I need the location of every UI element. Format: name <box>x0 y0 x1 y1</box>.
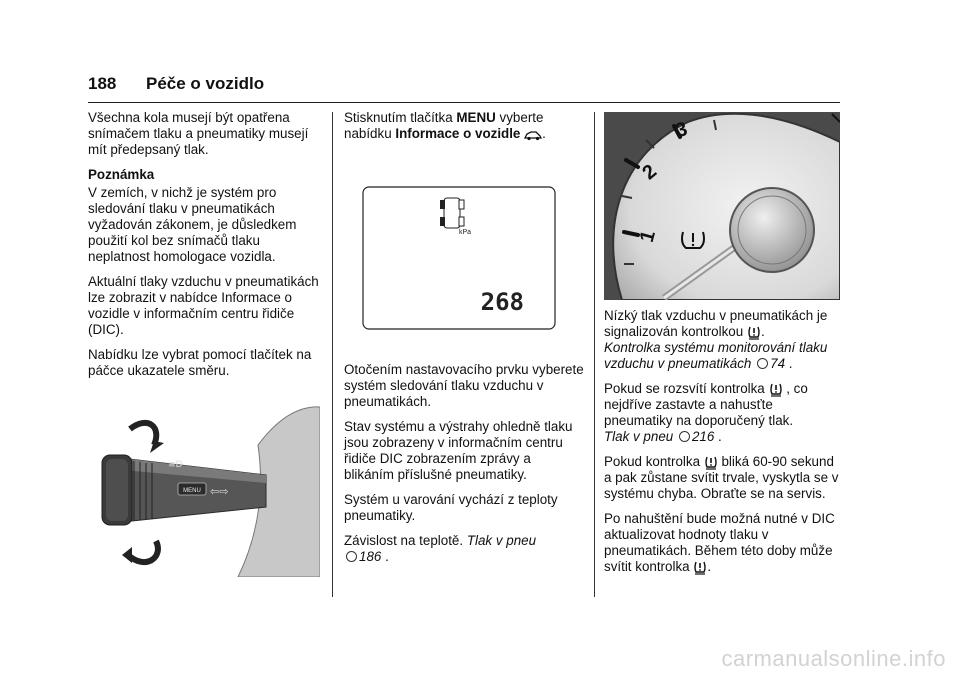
page-ref[interactable]: 74 <box>770 356 786 371</box>
vehicle-info-car-icon <box>524 129 542 141</box>
note-heading: Poznámka <box>88 167 155 182</box>
link-tlak-v-pneu[interactable]: Tlak v pneu <box>604 429 674 444</box>
page-ref[interactable]: 186 <box>359 549 382 564</box>
text-run: Nízký tlak vzduchu v pneumatikách je signalizován kontrolkou <box>604 308 828 339</box>
text-run: . <box>760 324 765 339</box>
page-ref[interactable]: 216 <box>691 429 715 444</box>
page-ref-arrow-icon <box>346 551 357 562</box>
page-ref-arrow-icon <box>679 431 690 442</box>
text-run: bliká 60-90 sekund a pak zůstane svítit trvale, vyskytla se v systému chyba. Obraťte se na servis. <box>604 454 839 501</box>
paragraph: Otočením nastavovacího prvku vyberete systém sledování tlaku vzduchu v pneumatikách. <box>344 362 584 409</box>
text-run: Po nahuštění bude možná nutné v DIC aktualizovat hodnoty tlaku v pneumatikách. Během této doby může svítit kontrolka <box>604 511 835 574</box>
tpms-warning-icon <box>769 382 783 397</box>
text-run: Pokud kontrolka <box>604 454 701 469</box>
text-run: . <box>381 549 389 564</box>
text-run: Závislost na teplotě. <box>344 533 467 548</box>
column-divider <box>332 112 333 597</box>
gauge-number-1: 1 <box>635 228 660 245</box>
text-run: . <box>707 559 712 574</box>
paragraph <box>604 511 844 575</box>
column-3 <box>604 308 844 584</box>
column-1 <box>88 110 320 388</box>
text-run: vyberte nabídku <box>344 110 544 141</box>
page-ref-arrow-icon <box>757 358 768 369</box>
tpms-warning-icon <box>693 560 707 575</box>
page-header <box>88 70 840 103</box>
paragraph <box>604 454 844 502</box>
page-number: 188 <box>88 74 117 93</box>
paragraph: Nabídku lze vybrat pomocí tlačítek na páčce ukazatele směru. <box>88 347 312 378</box>
column-2 <box>344 110 584 151</box>
paragraph: Všechna kola musejí být opatřena snímačem tlaku a pneumatiky musejí mít předepsaný tlak. <box>88 110 309 157</box>
link-tpms-indicator[interactable]: Kontrolka systému monitorování tlaku vzduchu v pneumatikách <box>604 340 828 371</box>
watermark: carmanualsonline.info <box>721 646 946 671</box>
text-run: . <box>714 429 722 444</box>
link-tlak-v-pneu[interactable]: Tlak v pneu <box>466 533 537 548</box>
paragraph: Systém u varování vychází z teploty pneumatiky. <box>344 492 558 523</box>
vehicle-info-menu-label: Informace o vozidle <box>395 126 521 141</box>
column-2-lower <box>344 362 584 574</box>
text-run: , co nejdříve zastavte a nahusťte pneumatiky na doporučený tlak. <box>604 381 808 428</box>
tpms-warning-icon <box>747 325 761 340</box>
svg-text:≡D: ≡D <box>168 460 183 470</box>
stalk-menu-label: MENU <box>183 488 201 494</box>
gauge-number-2: 2 <box>638 160 661 185</box>
paragraph: Stav systému a výstrahy ohledně tlaku jsou zobrazeny v informačním centru řidiče DIC zobrazením zprávy a blikáním příslušné pneumatiky. <box>344 419 573 482</box>
text-run: . <box>785 356 793 371</box>
dic-display-illustration <box>362 186 556 330</box>
menu-button-label: MENU <box>456 110 496 125</box>
column-divider <box>594 112 595 597</box>
turn-signal-stalk-illustration <box>88 405 320 577</box>
paragraph <box>604 381 844 445</box>
gauge-number-3: 3 <box>673 118 690 143</box>
text-run: Stisknutím tlačítka <box>344 110 457 125</box>
tpms-gauge-illustration <box>604 112 840 300</box>
svg-text:⇦⇨: ⇦⇨ <box>210 485 229 498</box>
paragraph: Aktuální tlaky vzduchu v pneumatikách lze zobrazit v nabídce Informace o vozidle v informačním centru řidiče (DIC). <box>88 274 319 337</box>
text-run: . <box>542 126 546 141</box>
display-unit: kPa <box>459 229 472 236</box>
paragraph <box>604 308 844 372</box>
text-run: Pokud se rozsvítí kontrolka <box>604 381 765 396</box>
section-title: Péče o vozidlo <box>146 74 265 93</box>
note-text: V zemích, v nichž je systém pro sledování tlaku v pneumatikách vyžadován zákonem, je důsledkem použití kol bez snímačů tlaku neplatnost homologace vozidla. <box>88 185 297 264</box>
display-pressure-value: 268 <box>480 288 524 316</box>
paragraph <box>344 533 584 565</box>
tpms-warning-icon <box>704 455 718 470</box>
